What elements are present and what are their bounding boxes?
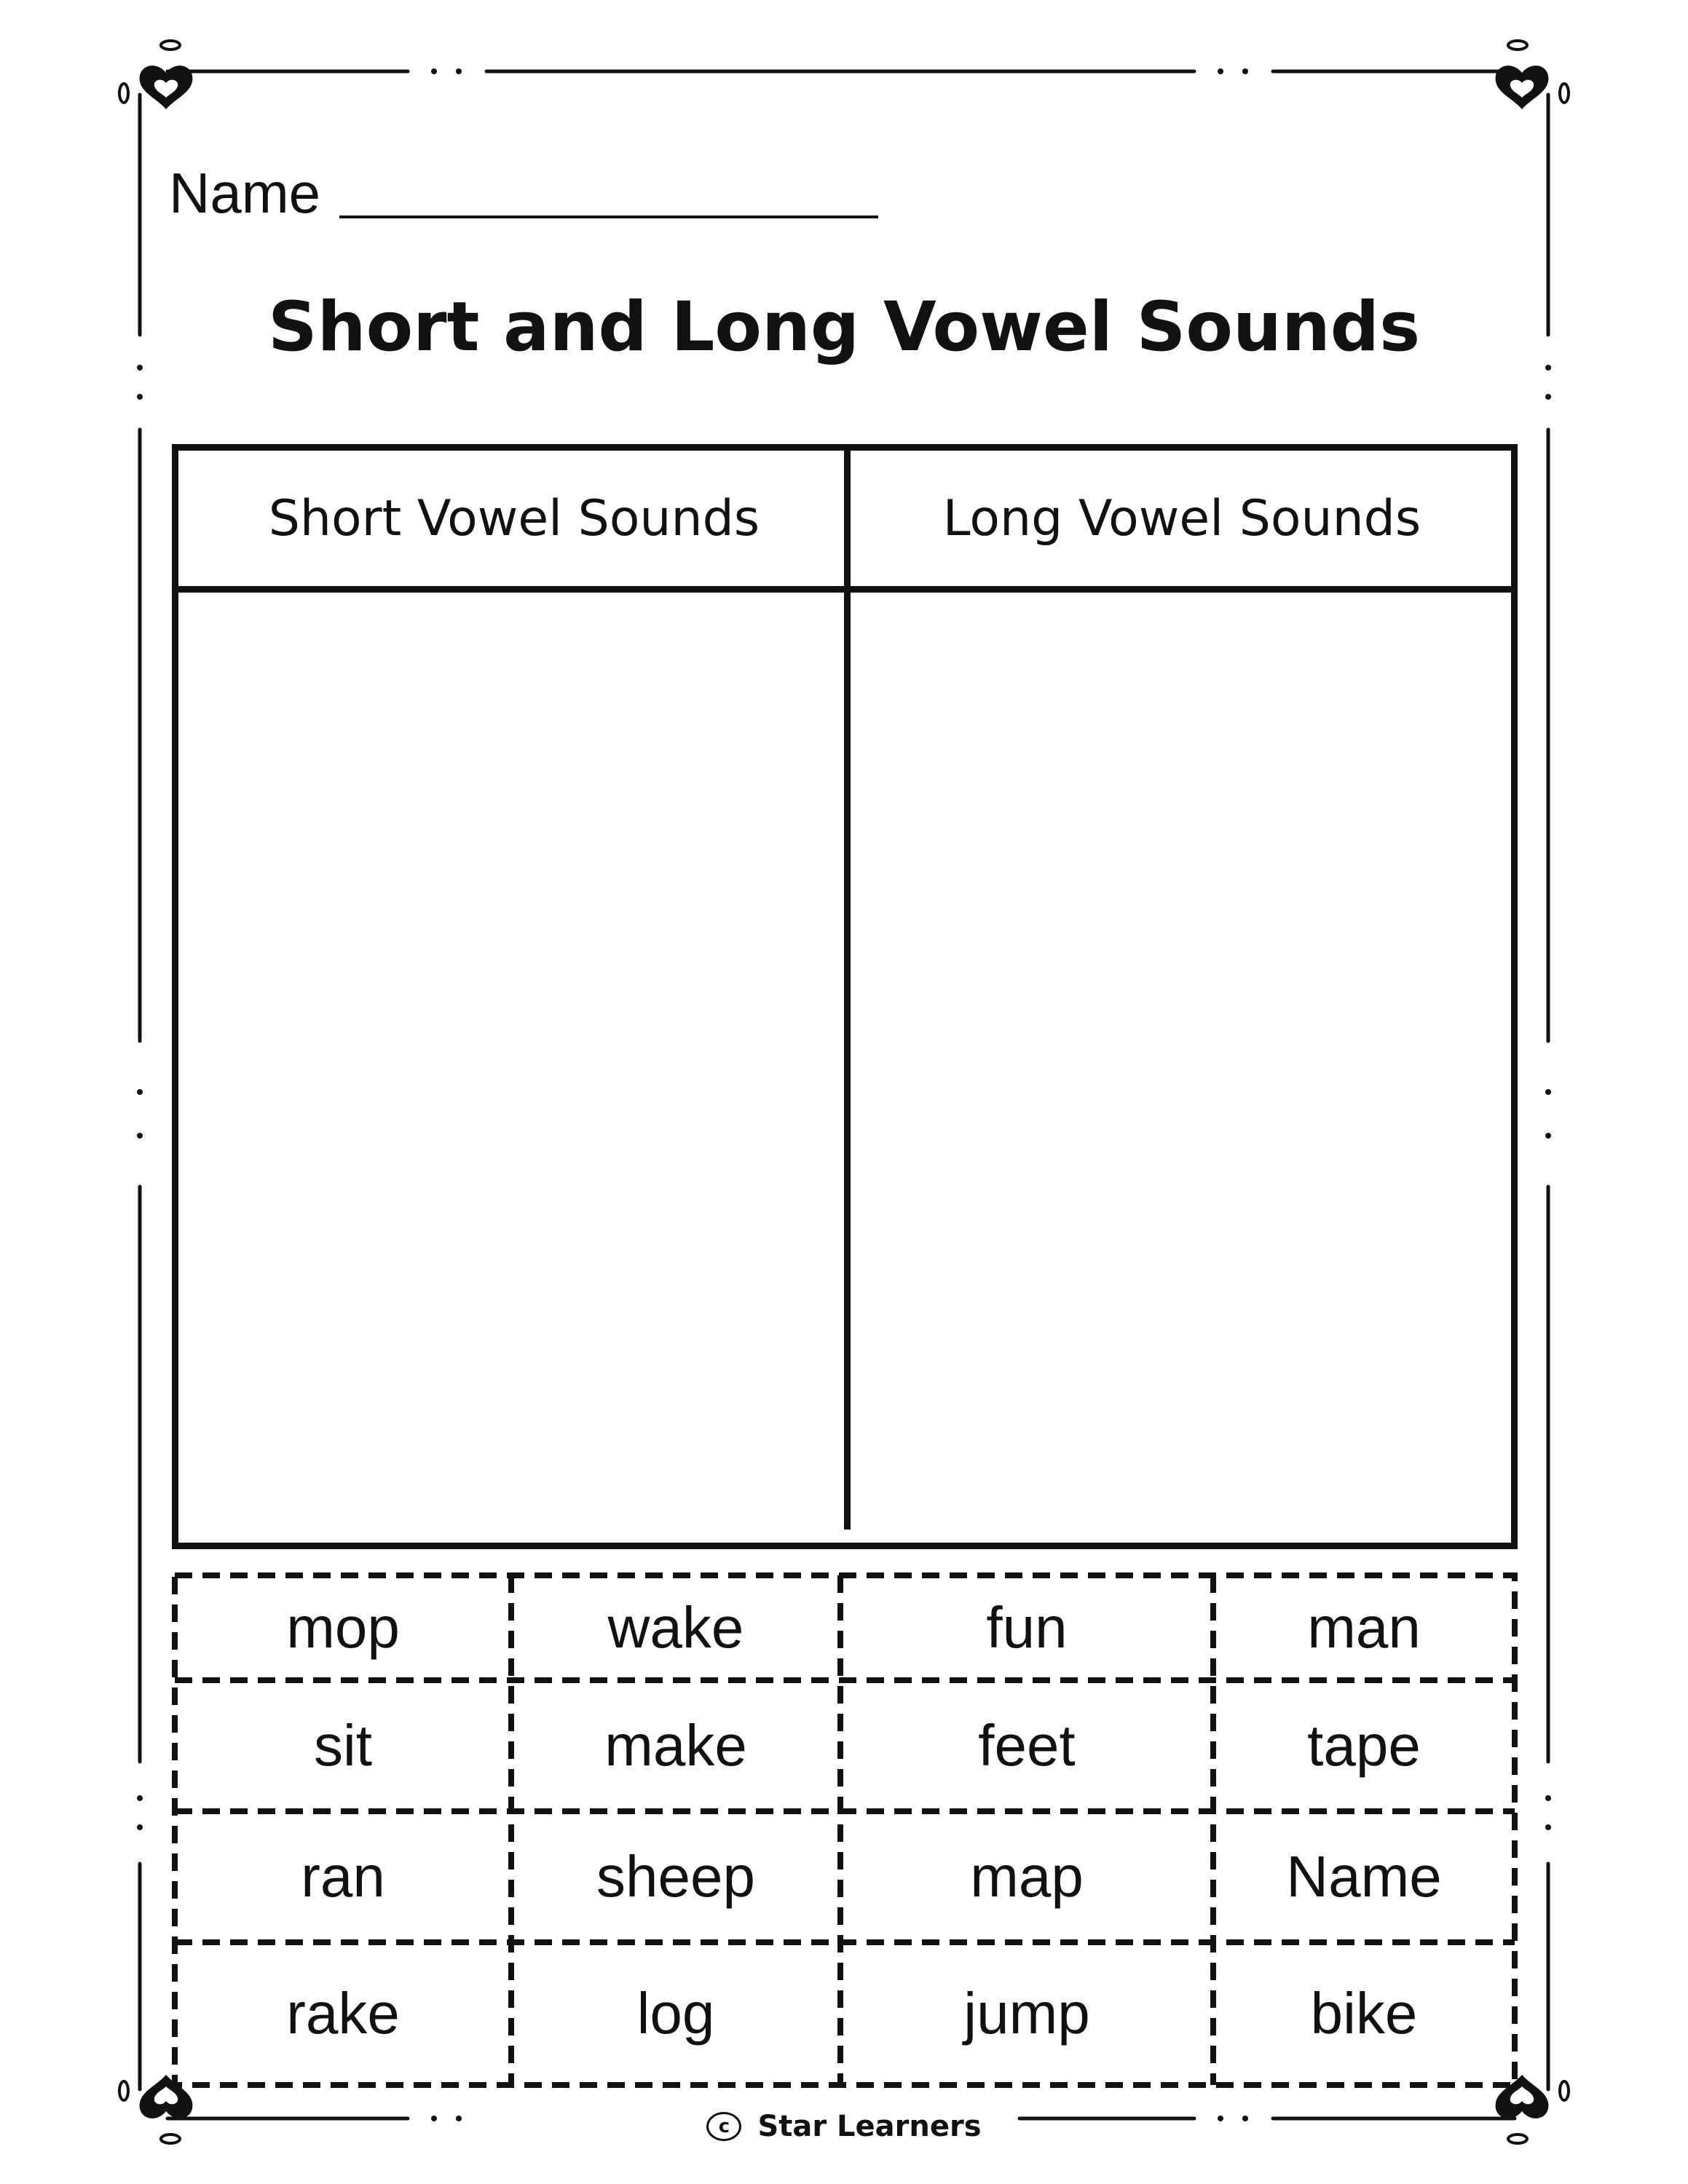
word-card[interactable]: wake <box>607 1595 744 1660</box>
word-card[interactable]: tape <box>1307 1713 1421 1778</box>
word-card[interactable]: log <box>636 1981 715 2046</box>
sort-table <box>172 444 1518 1549</box>
worksheet-title: Short and Long Vowel Sounds <box>267 288 1421 367</box>
name-label: Name <box>169 161 321 225</box>
word-card[interactable]: ran <box>301 1844 385 1909</box>
word-card[interactable]: fun <box>986 1595 1068 1660</box>
word-card[interactable]: sheep <box>596 1844 755 1909</box>
word-card[interactable]: feet <box>978 1713 1076 1778</box>
short-vowel-header: Short Vowel Sounds <box>268 489 760 547</box>
word-card[interactable]: bike <box>1310 1981 1418 2046</box>
name-row <box>169 161 878 225</box>
heart-corner-ornament-icon <box>1496 41 1569 109</box>
word-card[interactable]: rake <box>286 1981 400 2046</box>
long-vowel-drop-area[interactable] <box>853 596 1511 1535</box>
word-card-grid <box>172 1572 1518 2088</box>
heart-corner-ornament-icon <box>119 41 192 109</box>
long-vowel-header: Long Vowel Sounds <box>942 489 1421 547</box>
footer-brand: Star Learners <box>757 2110 982 2143</box>
column-divider <box>844 451 851 1530</box>
word-card[interactable]: mop <box>286 1595 400 1660</box>
word-card[interactable]: jump <box>963 1981 1090 2046</box>
footer <box>0 2110 1688 2143</box>
name-write-line[interactable] <box>339 215 878 218</box>
short-vowel-drop-area[interactable] <box>178 596 841 1535</box>
word-card[interactable]: sit <box>314 1713 372 1778</box>
word-card[interactable]: man <box>1307 1595 1421 1660</box>
word-card[interactable]: make <box>604 1713 747 1778</box>
word-card[interactable]: map <box>970 1844 1084 1909</box>
word-card[interactable]: Name <box>1286 1844 1442 1909</box>
copyright-icon: c <box>706 2112 741 2141</box>
